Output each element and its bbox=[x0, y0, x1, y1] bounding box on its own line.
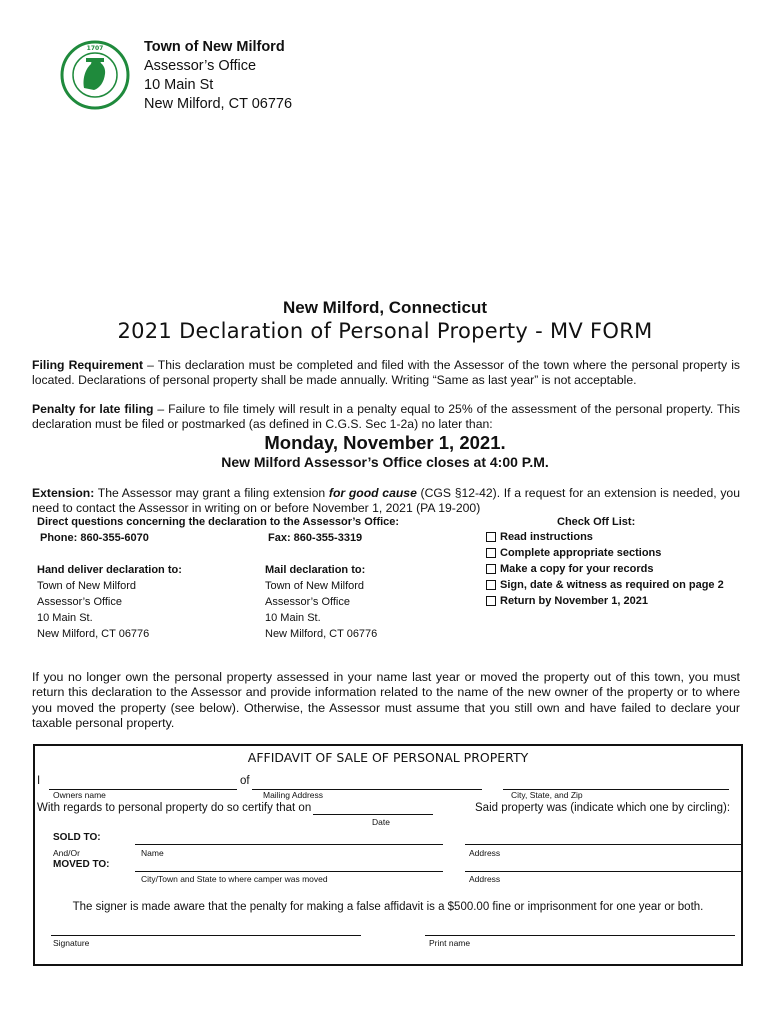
checkbox[interactable] bbox=[486, 580, 496, 590]
checklist-item[interactable] bbox=[486, 563, 653, 575]
checklist-item[interactable] bbox=[486, 595, 648, 607]
header-street: 10 Main St bbox=[144, 77, 214, 93]
hand-line: Assessor’s Office bbox=[37, 596, 122, 608]
print-name-label: Print name bbox=[429, 938, 471, 948]
penalty-note: The signer is made aware that the penalty for making a false affidavit is a $500.00 fine or imprisonment for one year or both. bbox=[72, 901, 704, 913]
date-label: Date bbox=[372, 817, 390, 827]
extension-paragraph bbox=[32, 486, 740, 517]
moved-to-label: MOVED TO: bbox=[53, 859, 110, 870]
affidavit-box bbox=[33, 744, 743, 966]
hand-line: 10 Main St. bbox=[37, 612, 93, 624]
mail-line: Assessor’s Office bbox=[265, 596, 350, 608]
sold-to-field[interactable] bbox=[135, 844, 443, 845]
filing-text: – This declaration must be completed and filed with the Assessor of the town where the personal property is located. Declarations of personal property shall be made annually. Writing “Same as last year” is not acceptable. bbox=[32, 358, 740, 388]
mail-line: New Milford, CT 06776 bbox=[265, 628, 378, 640]
sold-to-label: SOLD TO: bbox=[53, 832, 101, 843]
mail-line: 10 Main St. bbox=[265, 612, 321, 624]
hand-line: Town of New Milford bbox=[37, 580, 137, 592]
mail-label: Mail declaration to: bbox=[265, 564, 366, 576]
header-address bbox=[144, 38, 292, 114]
owners-name-label: Owners name bbox=[53, 790, 106, 800]
checklist-label: Sign, date & witness as required on page 2 bbox=[500, 579, 724, 591]
hand-deliver-block bbox=[37, 562, 182, 642]
and-or-label: And/Or bbox=[53, 848, 80, 858]
checklist-item[interactable] bbox=[486, 579, 724, 591]
affidavit-of: of bbox=[240, 775, 250, 787]
extension-emph: for good cause bbox=[328, 486, 417, 500]
mail-block bbox=[265, 562, 377, 642]
checkbox[interactable] bbox=[486, 548, 496, 558]
penalty-label: Penalty for late filing bbox=[32, 402, 154, 416]
header-office: Assessor’s Office bbox=[144, 58, 257, 74]
mail-line: Town of New Milford bbox=[265, 580, 365, 592]
header-town: Town of New Milford bbox=[144, 39, 285, 55]
print-name-field[interactable] bbox=[425, 935, 735, 936]
moved-to-address-field[interactable] bbox=[465, 871, 743, 872]
penalty-paragraph bbox=[32, 402, 740, 433]
extension-text-2: (CGS §12-42). If a request for an extension is needed, you need to contact the Assessor in writing on or before November 1, 2021 (PA 19-200) bbox=[32, 486, 740, 516]
checklist-title: Check Off List: bbox=[557, 516, 636, 528]
header-city: New Milford, CT 06776 bbox=[144, 96, 293, 112]
sold-to-address-field[interactable] bbox=[465, 844, 743, 845]
checklist-item[interactable] bbox=[486, 547, 661, 559]
address-label-2: Address bbox=[469, 874, 501, 884]
office-closes: New Milford Assessor’s Office closes at 4:00 P.M. bbox=[221, 454, 549, 470]
filing-label: Filing Requirement bbox=[32, 358, 144, 372]
checklist-label: Complete appropriate sections bbox=[500, 547, 662, 559]
filing-requirement bbox=[32, 358, 740, 389]
hand-deliver-label: Hand deliver declaration to: bbox=[37, 564, 182, 576]
moved-to-field[interactable] bbox=[135, 871, 443, 872]
name-label: Name bbox=[141, 848, 164, 858]
said-property-text: Said property was (indicate which one by circling): bbox=[475, 802, 731, 814]
penalty-text: – Failure to file timely will result in a penalty equal to 25% of the assessment of the personal property. This declaration must be filed or postmarked (as defined in C.G.S. Sec 1-2a) no later than: bbox=[32, 402, 740, 432]
date-field[interactable] bbox=[313, 814, 433, 815]
hand-line: New Milford, CT 06776 bbox=[37, 628, 150, 640]
no-longer-own-paragraph: If you no longer own the personal property assessed in your name last year or moved the property out of this town, you must return this declaration to the Assessor and provide information related to the name of the new owner of the property or to where you moved the property (see below). Otherwise, the Assessor must assume that you still own and have failed to declare your taxable personal property. bbox=[32, 670, 740, 731]
phone-number: Phone: 860-355-6070 bbox=[40, 532, 149, 544]
signature-label: Signature bbox=[53, 938, 90, 948]
city-town-label: City/Town and State to where camper was moved bbox=[141, 874, 328, 884]
checkbox[interactable] bbox=[486, 564, 496, 574]
affidavit-i: I bbox=[37, 775, 41, 787]
city-title: New Milford, Connecticut bbox=[283, 298, 487, 317]
affidavit-title: AFFIDAVIT OF SALE OF PERSONAL PROPERTY bbox=[247, 750, 529, 765]
direct-questions: Direct questions concerning the declaration to the Assessor’s Office: bbox=[37, 516, 400, 528]
form-title: 2021 Declaration of Personal Property - MV FORM bbox=[117, 319, 653, 343]
city-state-zip-label: City, State, and Zip bbox=[511, 790, 583, 800]
checklist-item[interactable] bbox=[486, 531, 593, 543]
deadline-date: Monday, November 1, 2021. bbox=[264, 432, 506, 453]
certify-text: With regards to personal property do so certify that on bbox=[37, 802, 312, 814]
town-seal-logo bbox=[60, 40, 130, 110]
fax-number: Fax: 860-355-3319 bbox=[268, 532, 363, 544]
checklist-label: Read instructions bbox=[500, 531, 593, 543]
checkbox[interactable] bbox=[486, 532, 496, 542]
extension-text-1: The Assessor may grant a filing extension bbox=[94, 486, 329, 500]
checklist-label: Make a copy for your records bbox=[500, 563, 654, 575]
mailing-address-label: Mailing Address bbox=[263, 790, 324, 800]
extension-label: Extension: bbox=[32, 486, 95, 500]
signature-field[interactable] bbox=[51, 935, 361, 936]
checklist-label: Return by November 1, 2021 bbox=[500, 595, 648, 607]
address-label: Address bbox=[469, 848, 501, 858]
svg-text:1707: 1707 bbox=[86, 45, 104, 52]
checkbox[interactable] bbox=[486, 596, 496, 606]
